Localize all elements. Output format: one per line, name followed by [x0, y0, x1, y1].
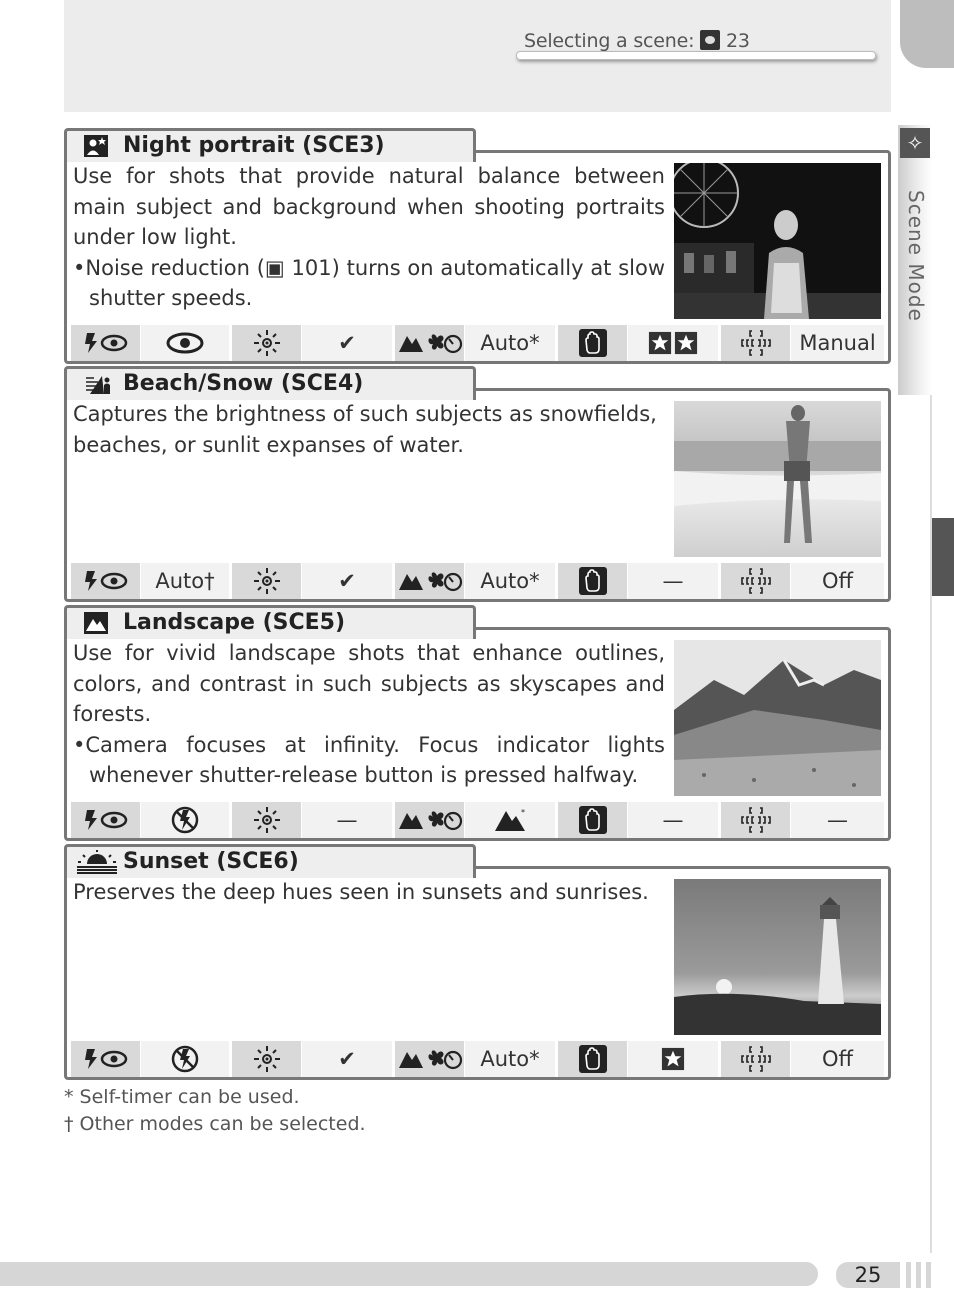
footnote: * Self-timer can be used.: [64, 1086, 300, 1108]
star-icon: [674, 331, 698, 355]
section-title: Beach/Snow (SCE4): [123, 371, 364, 396]
af-cell: [721, 325, 791, 361]
star-icon: [661, 1047, 685, 1071]
af-area-icon: [739, 566, 773, 596]
section-sunset: [64, 844, 891, 1080]
settings-row: [71, 563, 884, 599]
af-area-icon: [739, 805, 773, 835]
focus-mode-icon: [397, 568, 463, 594]
description-bullet: •Noise reduction (▣ 101) turns on automatically at slow shutter speeds.: [73, 255, 665, 310]
stab-value: —: [628, 802, 718, 838]
focus-value: Auto*: [465, 563, 555, 599]
focus-mode-icon: [397, 1046, 463, 1072]
stab-cell: [558, 802, 628, 838]
settings-row: [71, 802, 884, 838]
lighthouse-photo: [674, 879, 881, 1035]
wb-cell: [232, 325, 302, 361]
settings-row: [71, 1041, 884, 1077]
section-beach-snow: [64, 366, 891, 602]
flash-cell: [71, 1041, 141, 1077]
stab-value: [628, 325, 718, 361]
focus-cell: [395, 1041, 465, 1077]
footnote: † Other modes can be selected.: [64, 1113, 366, 1135]
bottom-bar: [0, 1262, 818, 1286]
bar-divider: [906, 1262, 911, 1288]
sunset-icon: [75, 850, 119, 874]
stab-cell: [558, 1041, 628, 1077]
wb-value: ✔: [302, 1041, 392, 1077]
flash-mode-icon: [83, 331, 129, 355]
star-icon: [648, 331, 672, 355]
bar-divider: [916, 1262, 921, 1288]
section-tab: [64, 844, 476, 878]
flash-cell: [71, 802, 141, 838]
reference-page: 23: [725, 30, 750, 52]
hand-icon: [578, 1044, 608, 1074]
hand-icon: [578, 805, 608, 835]
focus-value: Auto*: [465, 1041, 555, 1077]
flash-value: Auto†: [141, 563, 229, 599]
af-area-icon: [739, 1044, 773, 1074]
focus-cell: [395, 802, 465, 838]
section-box: [64, 866, 891, 1080]
sun-icon: [252, 328, 282, 358]
scene-mode-icon: ✧: [900, 128, 930, 158]
stab-cell: [558, 563, 628, 599]
af-value: Off: [791, 563, 884, 599]
wb-cell: [232, 563, 302, 599]
corner-tab: [900, 0, 954, 68]
section-description: [73, 399, 665, 460]
wb-value: —: [302, 802, 392, 838]
af-value: —: [791, 802, 884, 838]
flash-off-icon: [170, 1044, 200, 1074]
section-description: [73, 638, 665, 791]
wb-cell: [232, 1041, 302, 1077]
focus-value: [465, 802, 555, 838]
focus-mode-icon: [397, 330, 463, 356]
flash-value: [141, 802, 229, 838]
flash-mode-icon: [83, 1047, 129, 1071]
bar-divider: [926, 1262, 931, 1288]
sun-icon: [252, 1044, 282, 1074]
af-value: Off: [791, 1041, 884, 1077]
beach-photo: [674, 401, 881, 557]
mountain-photo: [674, 640, 881, 796]
infinity-mountain-icon: [493, 807, 527, 833]
page-number: 25: [836, 1262, 900, 1288]
section-description: [73, 877, 665, 908]
sun-icon: [252, 566, 282, 596]
section-box: [64, 388, 891, 602]
wb-value: ✔: [302, 325, 392, 361]
sun-icon: [252, 805, 282, 835]
description-bullet: •Camera focuses at infinity. Focus indicator lights whenever shutter-release button is pressed halfway.: [73, 732, 665, 787]
footnotes: [64, 1084, 366, 1138]
focus-cell: [395, 325, 465, 361]
night-portrait-icon: [83, 134, 109, 158]
camera-ref-icon: [700, 30, 720, 50]
description-paragraph: Captures the brightness of such subjects as snowfields, beaches, or sunlit expanses of water.: [73, 402, 657, 457]
description-paragraph: Preserves the deep hues seen in sunsets and sunrises.: [73, 880, 649, 904]
beach-snow-icon: [75, 372, 119, 396]
focus-value: Auto*: [465, 325, 555, 361]
flash-value: [141, 325, 229, 361]
section-tab: [64, 128, 476, 162]
flash-mode-icon: [83, 808, 129, 832]
stab-value: —: [628, 563, 718, 599]
side-marker: [932, 518, 954, 596]
section-box: [64, 150, 891, 364]
hand-icon: [578, 328, 608, 358]
section-night-portrait: [64, 128, 891, 364]
af-area-icon: [739, 328, 773, 358]
settings-row: [71, 325, 884, 361]
section-landscape: [64, 605, 891, 841]
wb-value: ✔: [302, 563, 392, 599]
section-description: [73, 161, 665, 314]
reference-text: Selecting a scene:: [524, 30, 695, 52]
af-value: Manual: [791, 325, 884, 361]
landscape-icon: [83, 611, 109, 635]
section-title: Landscape (SCE5): [123, 610, 346, 635]
wb-cell: [232, 802, 302, 838]
stab-cell: [558, 325, 628, 361]
section-title: Night portrait (SCE3): [123, 133, 385, 158]
flash-value: [141, 1041, 229, 1077]
flash-off-icon: [170, 805, 200, 835]
stab-value: [628, 1041, 718, 1077]
description-paragraph: Use for shots that provide natural balance between main subject and background when shooting portraits under low light.: [73, 164, 665, 249]
af-cell: [721, 802, 791, 838]
section-title: Sunset (SCE6): [123, 849, 299, 874]
description-paragraph: Use for vivid landscape shots that enhance outlines, colors, and contrast in such subjects as skyscapes and forests.: [73, 641, 665, 726]
red-eye-icon: [165, 331, 205, 355]
focus-mode-icon: [397, 807, 463, 833]
section-box: [64, 627, 891, 841]
af-cell: [721, 563, 791, 599]
section-tab: [64, 366, 476, 400]
night-portrait-photo: [674, 163, 881, 319]
page-reference: [516, 30, 876, 62]
side-label: Scene Mode: [904, 190, 928, 322]
flash-cell: [71, 563, 141, 599]
section-tab: [64, 605, 476, 639]
flash-mode-icon: [83, 569, 129, 593]
hand-icon: [578, 566, 608, 596]
focus-cell: [395, 563, 465, 599]
flash-cell: [71, 325, 141, 361]
af-cell: [721, 1041, 791, 1077]
reference-underline: [516, 51, 876, 60]
